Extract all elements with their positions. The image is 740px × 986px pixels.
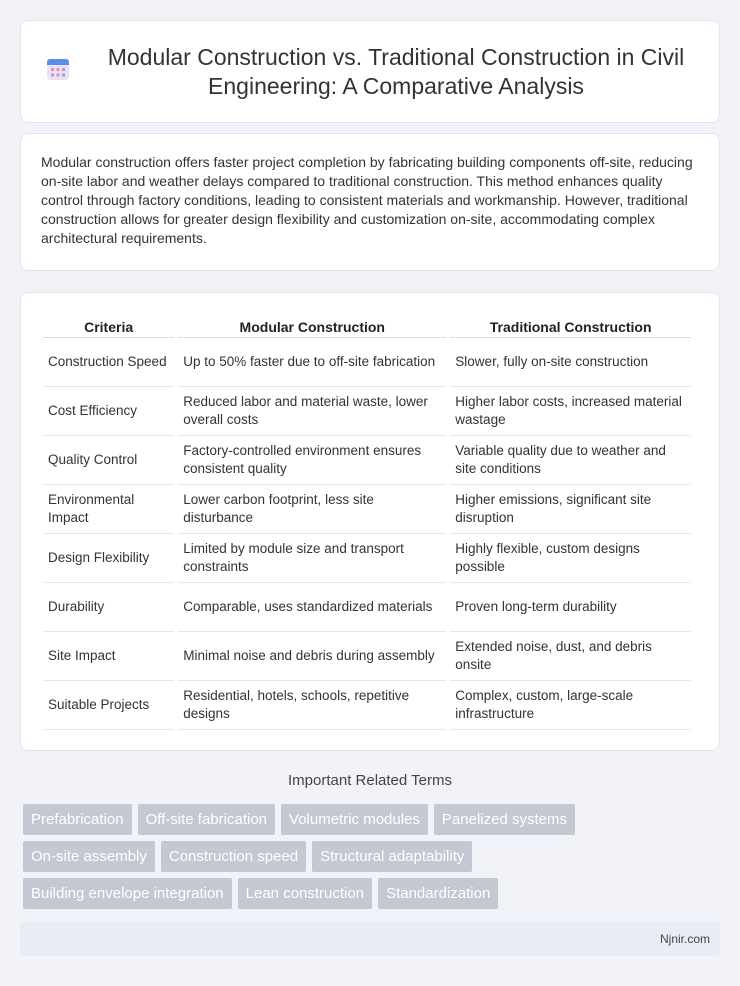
table-row — [43, 681, 691, 730]
related-term-tag[interactable]: Construction speed — [161, 841, 306, 872]
footer — [20, 922, 720, 956]
table-header-row — [43, 314, 691, 338]
related-terms-row — [23, 804, 723, 835]
table-row — [43, 338, 691, 387]
table-row — [43, 485, 691, 534]
related-terms-list — [23, 804, 723, 915]
related-term-tag[interactable]: Prefabrication — [23, 804, 132, 835]
criteria-cell: Environmental Impact — [43, 485, 174, 534]
column-header-traditional: Traditional Construction — [450, 314, 691, 338]
traditional-cell: Higher labor costs, increased material wastage — [450, 387, 691, 436]
modular-cell: Reduced labor and material waste, lower overall costs — [178, 387, 446, 436]
related-term-tag[interactable]: Building envelope integration — [23, 878, 232, 909]
traditional-cell: Complex, custom, large-scale infrastructure — [450, 681, 691, 730]
related-term-tag[interactable]: Standardization — [378, 878, 498, 909]
traditional-cell: Higher emissions, significant site disruption — [450, 485, 691, 534]
column-header-modular: Modular Construction — [178, 314, 446, 338]
related-terms-row — [23, 878, 723, 909]
title-card — [20, 20, 720, 123]
footer-site-name: Njnir.com — [659, 932, 710, 946]
table-row — [43, 387, 691, 436]
criteria-cell: Durability — [43, 583, 174, 632]
criteria-cell: Quality Control — [43, 436, 174, 485]
intro-card — [20, 133, 720, 271]
traditional-cell: Proven long-term durability — [450, 583, 691, 632]
related-term-tag[interactable]: Volumetric modules — [281, 804, 428, 835]
traditional-cell: Slower, fully on-site construction — [450, 338, 691, 387]
traditional-cell: Variable quality due to weather and site conditions — [450, 436, 691, 485]
related-terms-row — [23, 841, 723, 872]
criteria-cell: Design Flexibility — [43, 534, 174, 583]
modular-cell: Minimal noise and debris during assembly — [178, 632, 446, 681]
table-row — [43, 534, 691, 583]
table-row — [43, 583, 691, 632]
traditional-cell: Extended noise, dust, and debris onsite — [450, 632, 691, 681]
related-term-tag[interactable]: Structural adaptability — [312, 841, 472, 872]
criteria-cell: Site Impact — [43, 632, 174, 681]
criteria-cell: Construction Speed — [43, 338, 174, 387]
comparison-table — [39, 314, 695, 730]
comparison-table-card — [20, 292, 720, 751]
related-term-tag[interactable]: Off-site fabrication — [138, 804, 275, 835]
page-title: Modular Construction vs. Traditional Construction in Civil Engineering: A Comparative Analysis — [107, 43, 685, 99]
related-term-tag[interactable]: On-site assembly — [23, 841, 155, 872]
table-row — [43, 632, 691, 681]
criteria-cell: Suitable Projects — [43, 681, 174, 730]
modular-cell: Comparable, uses standardized materials — [178, 583, 446, 632]
related-term-tag[interactable]: Panelized systems — [434, 804, 575, 835]
modular-cell: Lower carbon footprint, less site disturbance — [178, 485, 446, 534]
related-term-tag[interactable]: Lean construction — [238, 878, 372, 909]
traditional-cell: Highly flexible, custom designs possible — [450, 534, 691, 583]
intro-paragraph: Modular construction offers faster project completion by fabricating building components off-site, reducing on-site labor and weather delays compared to traditional construction. This method enhances quality control through factory conditions, leading to consistent materials and workmanship. However, traditional construction allows for greater design flexibility and customization on-site, accommodating complex architectural requirements. — [41, 154, 693, 246]
modular-cell: Residential, hotels, schools, repetitive designs — [178, 681, 446, 730]
table-row — [43, 436, 691, 485]
modular-cell: Factory-controlled environment ensures consistent quality — [178, 436, 446, 485]
modular-cell: Up to 50% faster due to off-site fabrication — [178, 338, 446, 387]
criteria-cell: Cost Efficiency — [43, 387, 174, 436]
calendar-icon — [45, 56, 71, 82]
related-terms-title: Important Related Terms — [288, 772, 452, 789]
modular-cell: Limited by module size and transport constraints — [178, 534, 446, 583]
column-header-criteria: Criteria — [43, 314, 174, 338]
